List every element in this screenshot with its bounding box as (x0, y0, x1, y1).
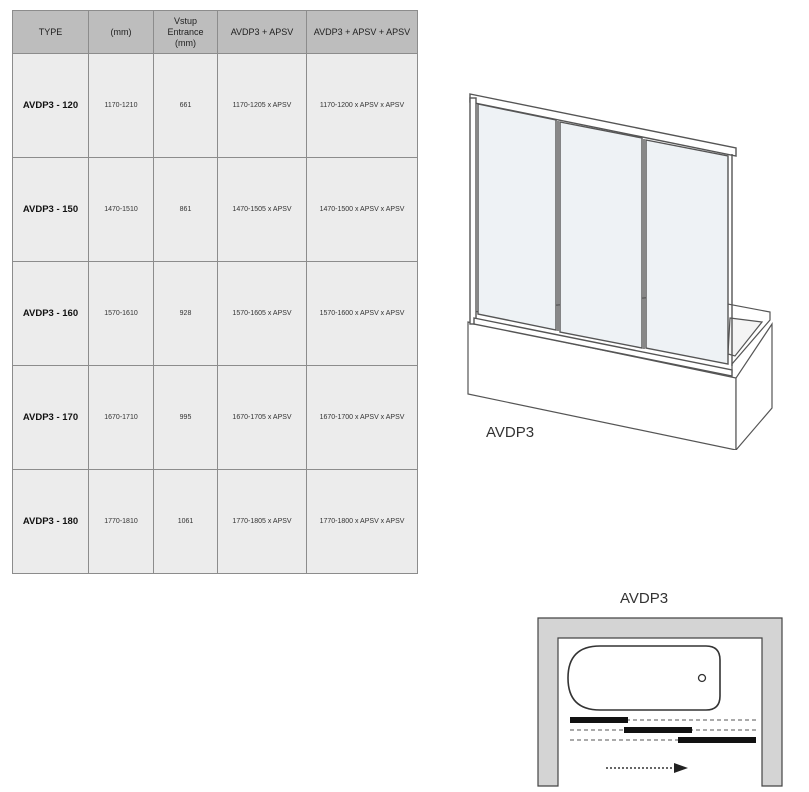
cell-type: AVDP3 - 120 (13, 54, 89, 158)
perspective-drawing (460, 90, 780, 450)
plan-title: AVDP3 (620, 590, 669, 607)
table-row (13, 470, 418, 574)
perspective-label: AVDP3 (486, 424, 535, 441)
cell-apsv-apsv: 1670-1700 x APSV x APSV (307, 366, 418, 470)
cell-type: AVDP3 - 180 (13, 470, 89, 574)
plan-panel-2 (624, 727, 692, 733)
cell-entrance: 928 (154, 262, 218, 366)
cell-apsv: 1670-1705 x APSV (218, 366, 307, 470)
plan-drain (699, 675, 706, 682)
glass-panel-3 (646, 140, 728, 364)
cell-apsv-apsv: 1170-1200 x APSV x APSV (307, 54, 418, 158)
glass-panel-1 (478, 104, 556, 330)
cell-apsv: 1170-1205 x APSV (218, 54, 307, 158)
spec-table (12, 10, 418, 574)
cell-entrance: 861 (154, 158, 218, 262)
cell-width: 1670-1710 (89, 366, 154, 470)
plan-slide-arrow-head (674, 763, 688, 773)
cell-apsv-apsv: 1470-1500 x APSV x APSV (307, 158, 418, 262)
header-avdp3-apsv: AVDP3 + APSV (218, 11, 307, 54)
left-profile (470, 98, 476, 324)
cell-type: AVDP3 - 170 (13, 366, 89, 470)
plan-panel-3 (678, 737, 756, 743)
cell-type: AVDP3 - 150 (13, 158, 89, 262)
cell-apsv-apsv: 1570-1600 x APSV x APSV (307, 262, 418, 366)
header-avdp3-apsv-apsv: AVDP3 + APSV + APSV (307, 11, 418, 54)
plan-panel-1 (570, 717, 628, 723)
table-row (13, 366, 418, 470)
cell-type: AVDP3 - 160 (13, 262, 89, 366)
cell-apsv-apsv: 1770-1800 x APSV x APSV (307, 470, 418, 574)
cell-width: 1770-1810 (89, 470, 154, 574)
table-row (13, 54, 418, 158)
cell-width: 1470-1510 (89, 158, 154, 262)
cell-apsv: 1470-1505 x APSV (218, 158, 307, 262)
cell-entrance: 1061 (154, 470, 218, 574)
cell-width: 1170-1210 (89, 54, 154, 158)
cell-entrance: 661 (154, 54, 218, 158)
table-body (13, 54, 418, 574)
table-header-row (13, 11, 418, 54)
plan-drawing (530, 610, 790, 790)
header-width-mm: (mm) (89, 11, 154, 54)
cell-width: 1570-1610 (89, 262, 154, 366)
table-row (13, 158, 418, 262)
cell-apsv: 1770-1805 x APSV (218, 470, 307, 574)
plan-bathtub (568, 646, 720, 710)
glass-panel-2 (560, 122, 642, 348)
header-entrance: Vstup Entrance (mm) (154, 11, 218, 54)
cell-apsv: 1570-1605 x APSV (218, 262, 307, 366)
header-type: TYPE (13, 11, 89, 54)
table-row (13, 262, 418, 366)
cell-entrance: 995 (154, 366, 218, 470)
